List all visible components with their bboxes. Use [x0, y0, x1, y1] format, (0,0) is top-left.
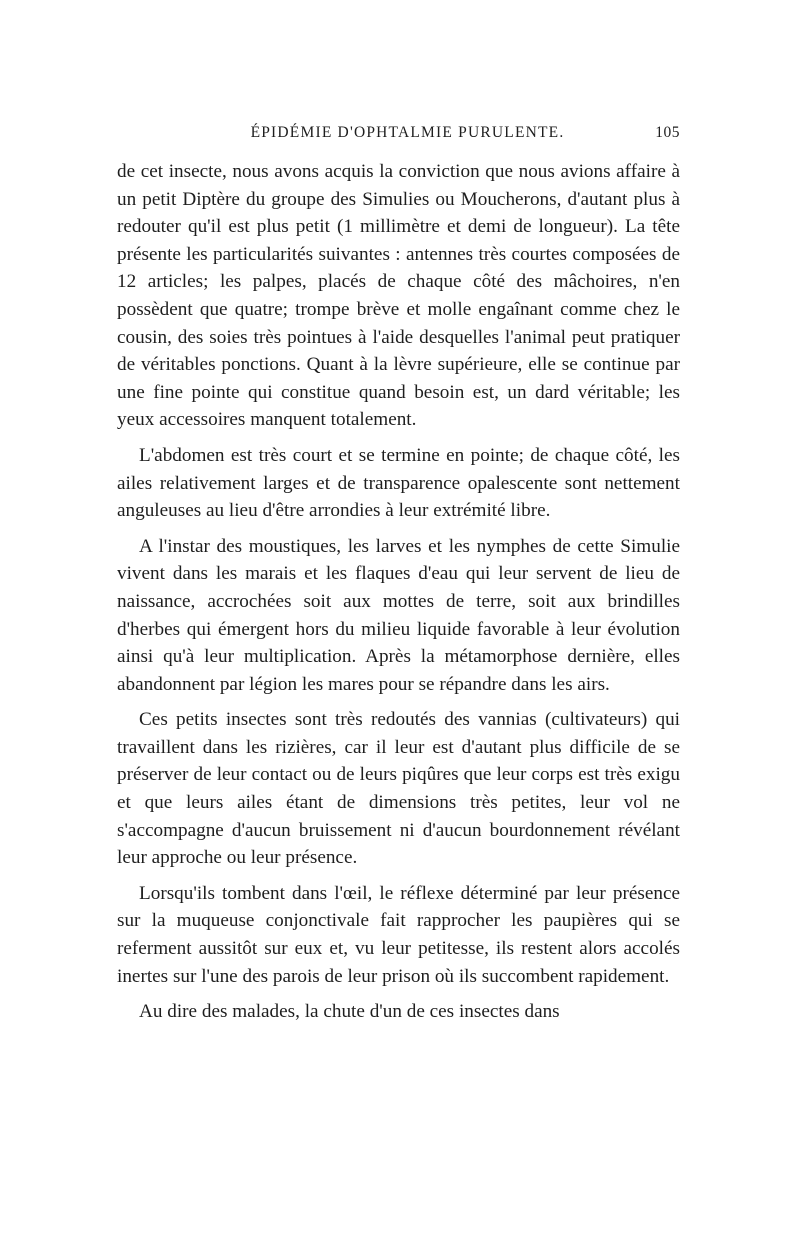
running-title: ÉPIDÉMIE D'OPHTALMIE PURULENTE. [250, 124, 565, 141]
paragraph-abdomen: L'abdomen est très court et se termine en pointe; de chaque côté, les ailes relativement larges et de transparence opalescente sont nettement anguleuses au lieu d'être arrondies à leur extrémité libre. [117, 444, 680, 522]
paragraph-larvae: A l'instar des moustiques, les larves et les nymphes de cette Simulie vivent dans les marais et les flaques d'eau qui leur servent de lieu de naissance, accrochées soit aux mottes de terre, soit aux brindilles d'herbes qui émergent hors du milieu liquide favorable à leur évolution ainsi qu'à leur multiplication. Après la métamorphose dernière, elles abandonnent par légion les mares pour se répandre dans les airs. [117, 535, 680, 695]
page-number: 105 [655, 124, 680, 141]
paragraph-patients-account: Au dire des malades, la chute d'un de ces insectes dans [139, 1001, 560, 1023]
paragraph-cultivators: Ces petits insectes sont très redoutés des vannias (cultivateurs) qui travaillent dans les rizières, car il leur est d'autant plus difficile de se préserver de leur contact ou de leurs piqûres que leur corps est très exigu et que leurs ailes étant de dimensions très petites, leur vol ne s'accompagne d'aucun bruissement ni d'aucun bourdonnement révélant leur approche ou leur présence. [117, 709, 680, 869]
running-head [117, 124, 680, 148]
paragraph-eye-reflex: Lorsqu'ils tombent dans l'œil, le réflexe déterminé par leur présence sur la muqueuse conjonctivale fait rapprocher les paupières qui se referment aussitôt sur eux et, vu leur petitesse, ils restent alors accolés inertes sur l'une des parois de leur prison où ils succombent rapidement. [117, 882, 680, 987]
book-page [117, 124, 680, 1026]
body-text [117, 158, 680, 1026]
paragraph-insect-description: de cet insecte, nous avons acquis la conviction que nous avions affaire à un petit Diptère du groupe des Simulies ou Moucherons, d'autant plus à redouter qu'il est plus petit (1 millimètre et demi de longueur). La tête présente les particularités suivantes : antennes très courtes composées de 12 articles; les palpes, placés de chaque côté des mâchoires, n'en possèdent que quatre; trompe brève et molle engaînant comme chez le cousin, des soies très pointues à l'aide desquelles l'animal peut pratiquer de véritables ponctions. Quant à la lèvre supérieure, elle se continue par une fine pointe qui constitue quand besoin est, un dard véritable; les yeux accessoires manquent totalement. [117, 161, 680, 431]
